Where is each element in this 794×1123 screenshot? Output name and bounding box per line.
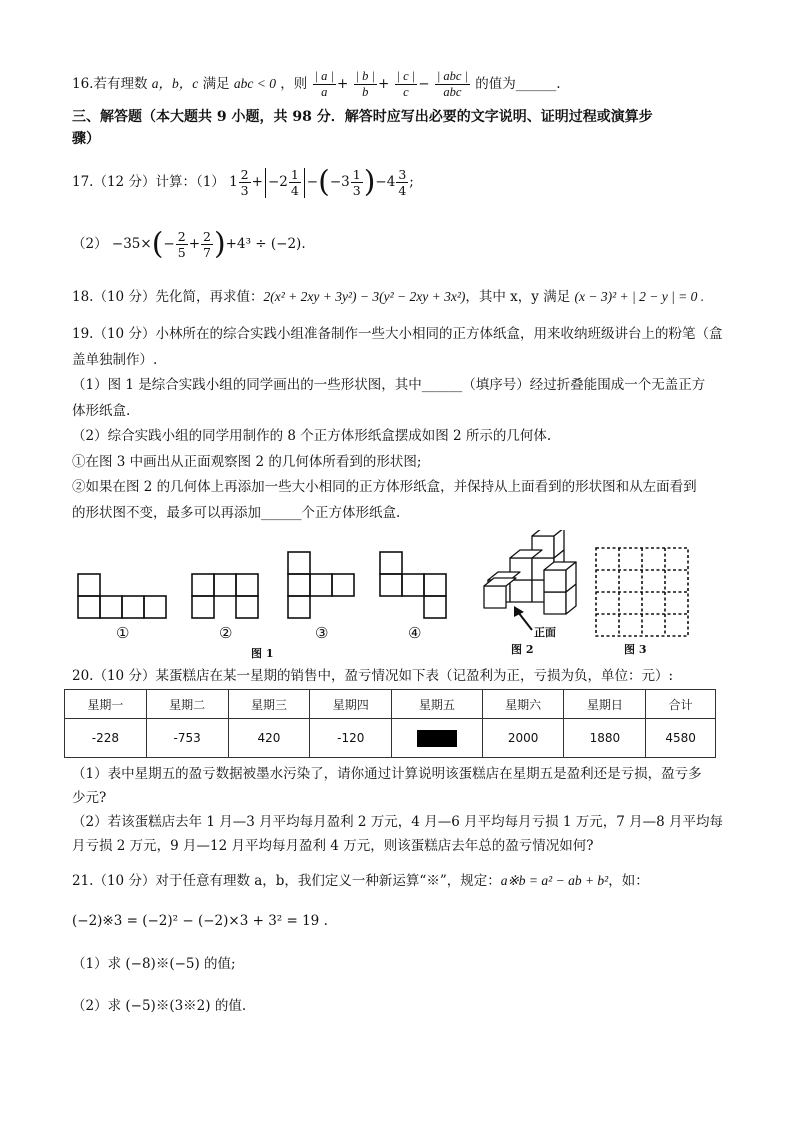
question-21: 21.（10 分）对于任意有理数 a，b，我们定义一种新运算“※”，规定：a※b = a² − ab + b²，如：	[72, 873, 649, 889]
table-header-cell: 星期日	[564, 690, 646, 719]
q21-rule: a※b = a² − ab + b²	[500, 873, 609, 888]
q16-cond: abc < 0	[233, 76, 276, 91]
table-cell: 2000	[482, 719, 564, 758]
q16-frac-c: $\frac{| c |}{c}$	[396, 69, 416, 99]
q21-part1: （1）求 (−8)※(−5) 的值;	[72, 956, 236, 972]
question-16: 16.若有理数 a，b，c 满足 abc < 0 ，则 $\frac{| a |}{a}$ + $\frac{| b |}{b}$ + $\frac{| c |}{c}$ − $\frac{\text{| abc |}}{\text{abc}}$ 的值为______.	[72, 69, 561, 99]
table-header-cell: 星期二	[146, 690, 228, 719]
q21-part2: （2）求 (−5)※(3※2) 的值.	[72, 998, 247, 1014]
q16-frac-b: $\frac{| b |}{b}$	[355, 69, 375, 99]
table-header-cell: 星期五	[392, 690, 483, 719]
table-header-cell: 星期四	[310, 690, 392, 719]
table-header-cell: 星期六	[482, 690, 564, 719]
net-shape-4	[380, 552, 446, 618]
q16-cond-pre: 满足	[202, 76, 230, 92]
q16-vars: a，b，c	[151, 76, 199, 91]
cube-solid	[484, 530, 576, 614]
q18-condition: (x − 3)² + | 2 − y | = 0 .	[574, 289, 705, 304]
question-17-part1: 17.（12 分）计算：（1） 1 $\frac{2}{3}$ + −2 $\frac{1}{4}$ −(−3 $\frac{1}{3}$ )−4 $\frac{3}{4}$ ;	[72, 164, 414, 200]
table-cell: 420	[228, 719, 310, 758]
question-20-parts: （1）表中星期五的盈亏数据被墨水污染了，请你通过计算说明该蛋糕店在星期五是盈利还是亏损，盈亏多 少元? （2）若该蛋糕店去年 1 月—3 月平均每月盈利 2 万元，4 月—6 月平均每月亏损 1 万元，7 月—8 月平均每 月亏损 2 万元，9 月—12 月平均每月盈利 4 万元，则该蛋糕店去年总的盈亏情况如何?	[72, 766, 724, 854]
q16-then: ，则	[280, 76, 308, 92]
dashed-grid	[596, 548, 688, 636]
section-3-title: 三、解答题（本大题共 9 小题，共 98 分．解答时应写出必要的文字说明、证明过程或演算步 骤）	[72, 109, 653, 147]
sales-table	[64, 689, 716, 758]
q17-part2-label: （2）	[72, 236, 108, 252]
table-cell: -753	[146, 719, 228, 758]
table-values-row	[65, 719, 716, 758]
table-header-row	[65, 690, 716, 719]
question-20-intro: 20.（10 分）某蛋糕店在某一星期的销售中，盈亏情况如下表（记盈利为正，亏损为负，单位：元）:	[72, 668, 673, 684]
table-header-cell: 星期一	[65, 690, 147, 719]
label-net-4: ④	[408, 624, 422, 642]
table-cell: 4580	[646, 719, 716, 758]
table-cell-ink-blot	[392, 719, 483, 758]
caption-figure-2: 图 2	[511, 643, 534, 656]
table-header-cell: 合计	[646, 690, 716, 719]
caption-figure-3: 图 3	[624, 643, 647, 656]
table-cell: 1880	[564, 719, 646, 758]
q17-label: 17.（12 分）计算：（1）	[72, 174, 225, 190]
q18-expression: 2(x² + 2xy + 3y²) − 3(y² − 2xy + 3x²)	[263, 289, 466, 304]
ink-blot	[417, 730, 457, 747]
question-18: 18.（10 分）先化简，再求值：2(x² + 2xy + 3y²) − 3(y² − 2xy + 3x²)，其中 x，y 满足 (x − 3)² + | 2 − y | = 0 .	[72, 289, 705, 305]
table-header-cell: 星期三	[228, 690, 310, 719]
q16-frac-abc: $\frac{\text{| abc |}}{\text{abc}}$	[436, 69, 468, 99]
front-arrow-icon	[514, 606, 532, 630]
question-19: 19.（10 分）小林所在的综合实践小组准备制作一些大小相同的正方体纸盒，用来收纳班级讲台上的粉笔（盒 盖单独制作）. （1）图 1 是综合实践小组的同学画出的一些形状图，其中______（填序号）经过折叠能围成一个无盖正方 体形纸盒. （2）综合实践小组的同学用制作的 8 个正方体形纸盒摆成如图 2 所示的几何体. ①在图 3 中画出从正面观察图 2 的几何体所看到的形状图; ②如果在图 2 的几何体上再添加一些大小相同的正方体形纸盒，并保持从上面看到的形状图和从左面看到 的形状图不变，最多可以再添加______个正方体形纸盒.	[72, 326, 723, 521]
net-shape-3	[288, 552, 354, 618]
label-net-1: ①	[116, 624, 130, 642]
caption-figure-1: 图 1	[251, 647, 274, 660]
q16-prefix: 16.若有理数	[72, 76, 148, 92]
question-17-part2: （2） −35×(− $\frac{2}{5}$ + $\frac{2}{7}$ )+4³ ÷ (−2).	[72, 226, 306, 262]
q16-frac-a: $\frac{| a |}{a}$	[314, 69, 334, 99]
q16-tail: 的值为______.	[475, 76, 561, 92]
net-shape-1	[78, 574, 166, 618]
net-shape-2	[192, 574, 258, 618]
label-net-2: ②	[219, 624, 233, 642]
table-cell: -120	[310, 719, 392, 758]
q21-example: (−2)※3 = (−2)² − (−2)×3 + 3² = 19 .	[72, 913, 328, 929]
table-cell: -228	[65, 719, 147, 758]
front-label: 正面	[534, 626, 556, 639]
label-net-3: ③	[315, 624, 329, 642]
